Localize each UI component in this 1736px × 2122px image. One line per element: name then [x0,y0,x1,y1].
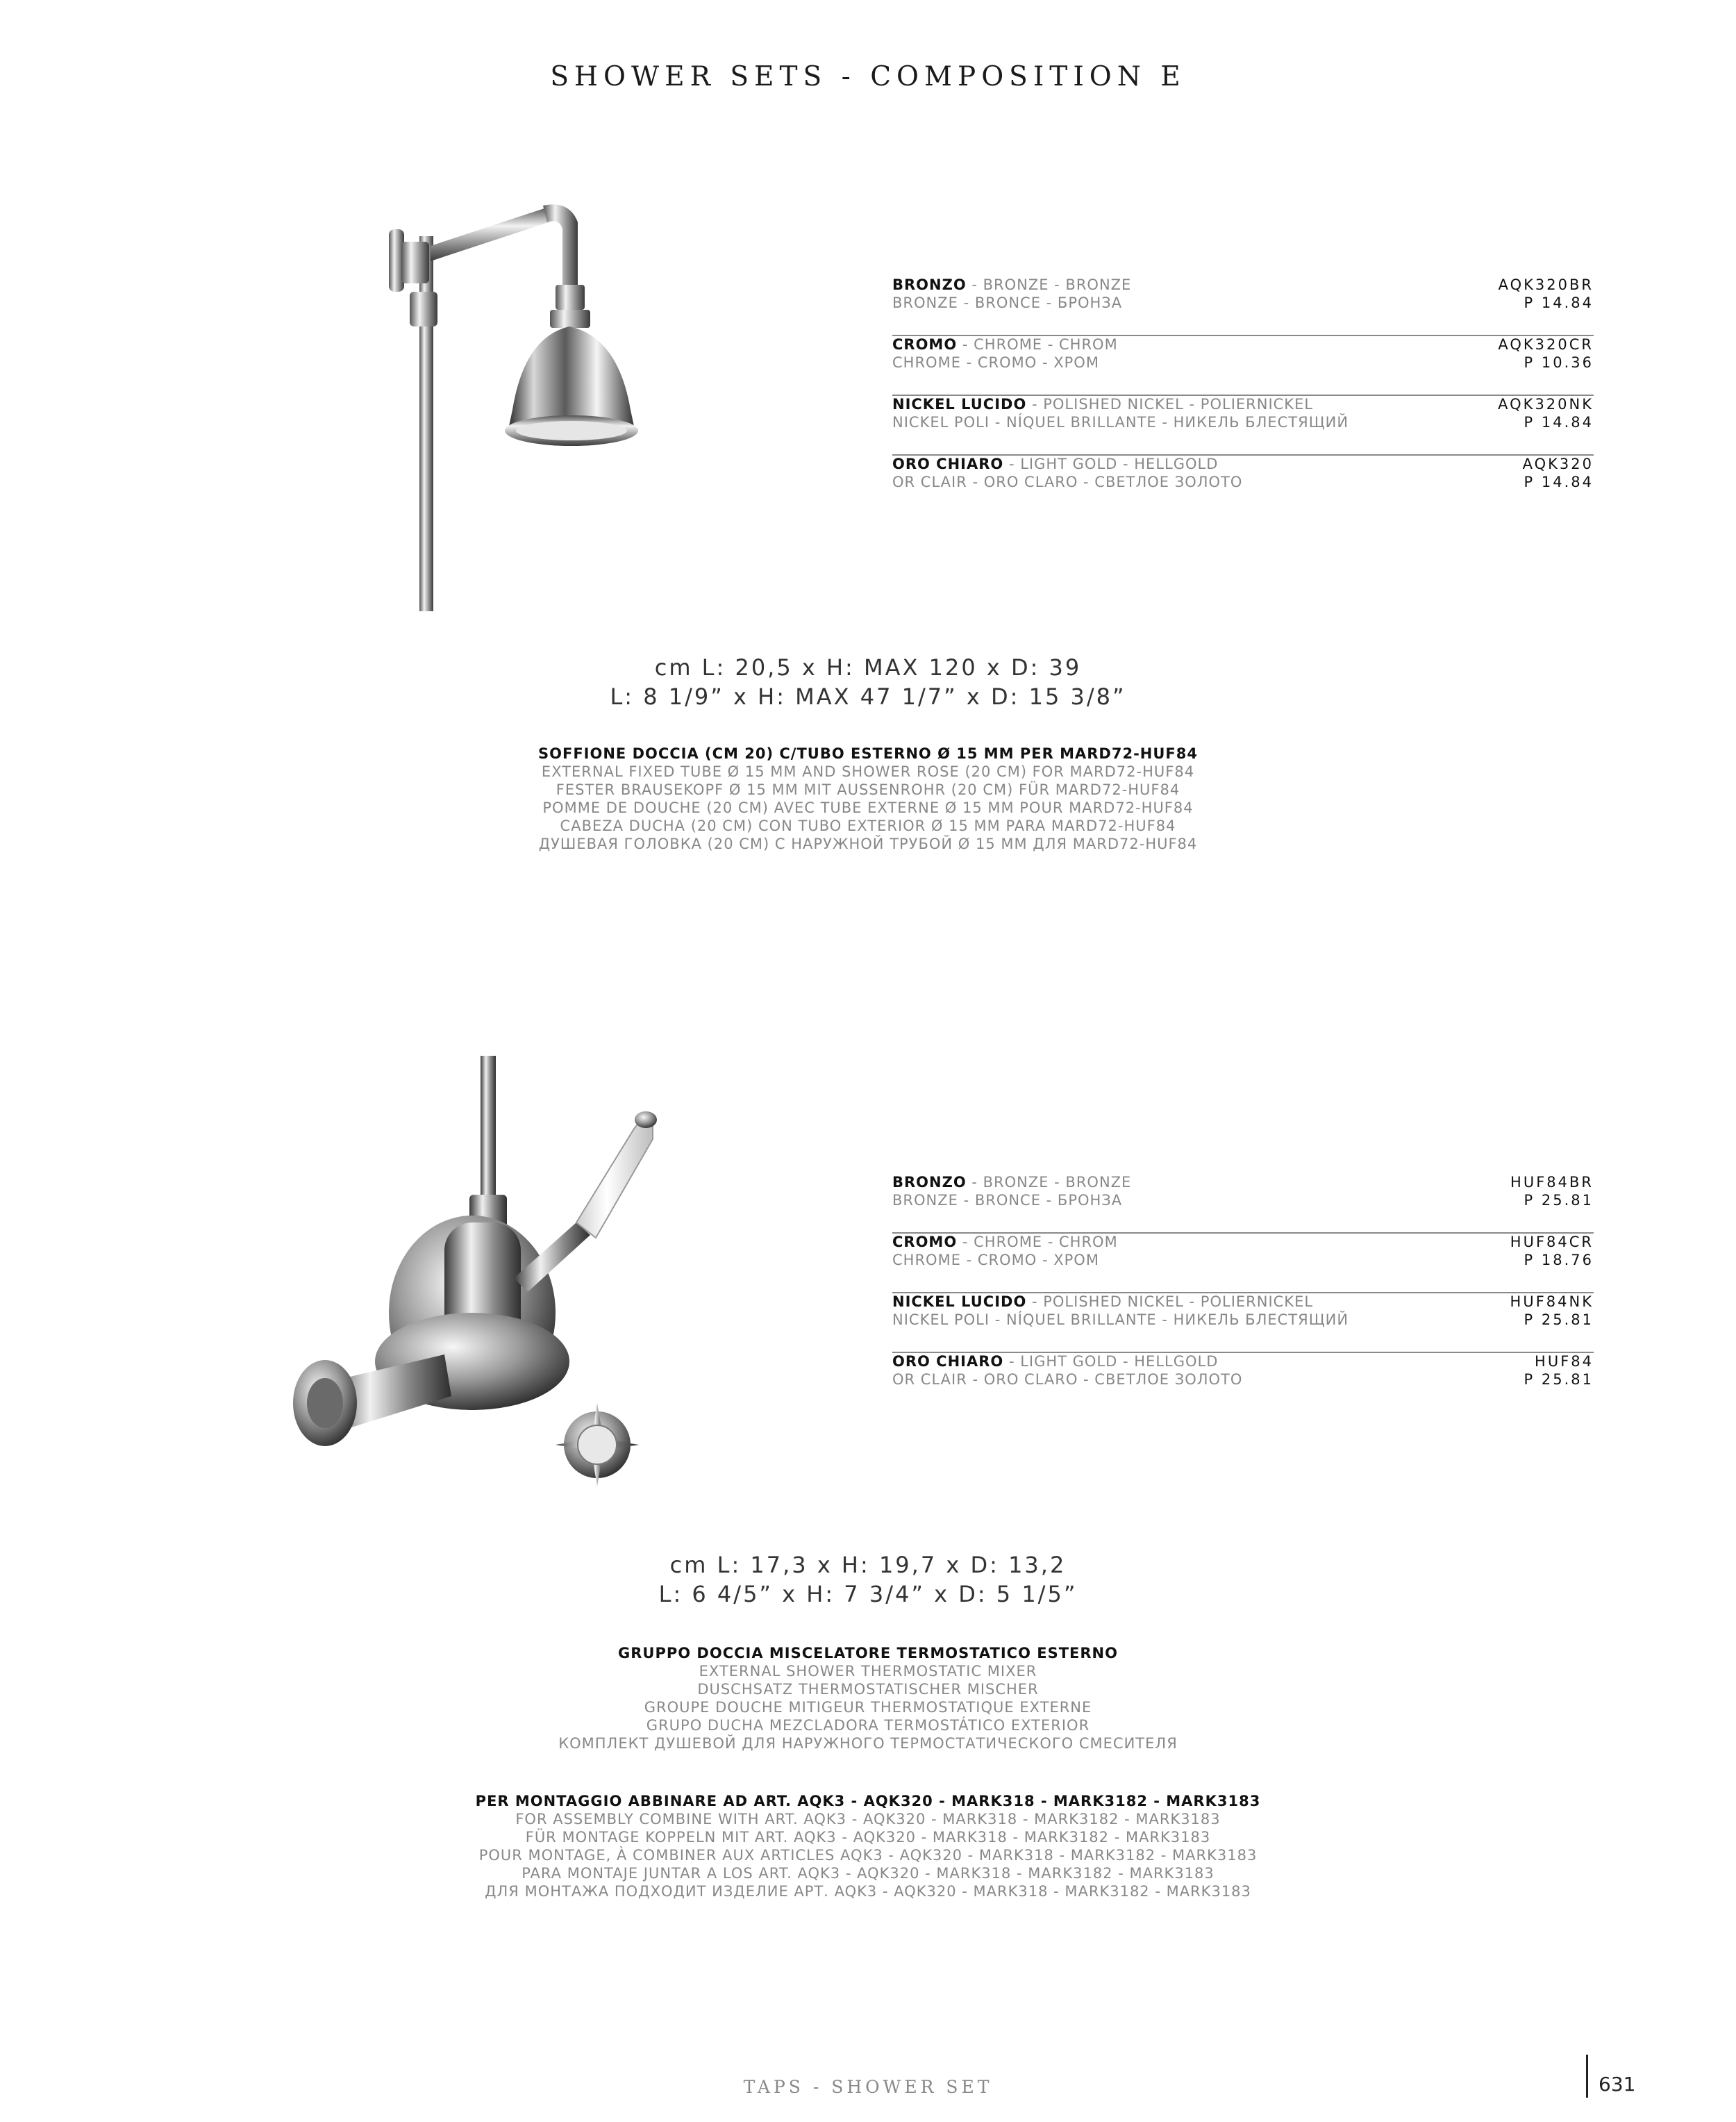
page-number: 631 [1599,2073,1636,2096]
description-line: FESTER BRAUSEKOPF Ø 15 MM MIT AUSSENROHR (20 CM) FÜR MARD72-HUF84 [556,781,1180,798]
finish-name: BRONZO [892,276,967,293]
page-number-divider [1586,2055,1588,2098]
footer-section-label: TAPS - SHOWER SET [743,2077,993,2097]
description-line: EXTERNAL SHOWER THERMOSTATIC MIXER [699,1663,1037,1680]
finish-translations-secondary: BRONZE - BRONCE - БРОНЗА [892,295,1123,311]
assembly-note-line: FOR ASSEMBLY COMBINE WITH ART. AQK3 - AQK320 - MARK318 - MARK3182 - MARK3183 [515,1811,1221,1827]
finish-row [892,1174,1594,1234]
finish-name: NICKEL LUCIDO [892,396,1027,413]
description-line: SOFFIONE DOCCIA (CM 20) C/TUBO ESTERNO Ø 15 MM PER MARD72-HUF84 [538,745,1198,762]
dimensions-cm: cm L: 17,3 x H: 19,7 x D: 13,2 [669,1552,1067,1578]
product-price: P 25.81 [1524,1371,1594,1388]
finish-translations: - BRONZE - BRONZE [966,276,1132,293]
finish-table-huf84 [892,1174,1594,1413]
finish-name: CROMO [892,336,958,353]
product-code: HUF84BR [1510,1174,1594,1191]
product-code: HUF84NK [1510,1293,1594,1310]
thermostatic-mixer-image [285,1056,743,1500]
dimensions-aqk320 [0,653,1736,711]
product-code: AQK320CR [1498,336,1594,353]
finish-name: CROMO [892,1234,958,1250]
product-price: P 25.81 [1524,1192,1594,1209]
description-line: CABEZA DUCHA (20 CM) CON TUBO EXTERIOR Ø 15 MM PARA MARD72-HUF84 [560,818,1176,834]
finish-translations-secondary: CHROME - CROMO - ХРОМ [892,354,1099,371]
description-line: GRUPO DUCHA MEZCLADORA TERMOSTÁTICO EXTERIOR [646,1717,1090,1734]
finish-translations: - BRONZE - BRONZE [966,1174,1132,1191]
finish-translations: - LIGHT GOLD - HELLGOLD [1003,456,1219,472]
finish-row [892,1353,1594,1413]
assembly-note-line: PARA MONTAJE JUNTAR A LOS ART. AQK3 - AQK320 - MARK318 - MARK3182 - MARK3183 [521,1865,1215,1882]
finish-row [892,276,1594,336]
finish-translations: - CHROME - CHROM [957,1234,1118,1250]
shower-head-fixed-tube-image [361,188,694,611]
finish-translations: - LIGHT GOLD - HELLGOLD [1003,1353,1219,1370]
finish-translations-secondary: NICKEL POLI - NÍQUEL BRILLANTE - НИКЕЛЬ БЛЕСТЯЩИЙ [892,414,1349,431]
product-price: P 25.81 [1524,1311,1594,1328]
description-line: POMME DE DOUCHE (20 CM) AVEC TUBE EXTERNE Ø 15 MM POUR MARD72-HUF84 [542,799,1194,816]
description-line: ДУШЕВАЯ ГОЛОВКА (20 CM) С НАРУЖНОЙ ТРУБОЙ Ø 15 MM ДЛЯ MARD72-HUF84 [538,836,1198,852]
dimensions-inches: L: 8 1/9” x H: MAX 47 1/7” x D: 15 3/8” [610,683,1126,710]
assembly-note [0,1792,1736,1900]
dimensions-cm: cm L: 20,5 x H: MAX 120 x D: 39 [654,654,1082,681]
finish-row [892,1234,1594,1293]
finish-name: BRONZO [892,1174,967,1191]
product-code: AQK320NK [1498,396,1594,413]
dimensions-inches: L: 6 4/5” x H: 7 3/4” x D: 5 1/5” [658,1581,1078,1607]
description-aqk320 [0,745,1736,853]
dimensions-huf84 [0,1550,1736,1609]
finish-translations-secondary: CHROME - CROMO - ХРОМ [892,1252,1099,1268]
finish-translations-secondary: NICKEL POLI - NÍQUEL BRILLANTE - НИКЕЛЬ БЛЕСТЯЩИЙ [892,1311,1349,1328]
assembly-note-line: PER MONTAGGIO ABBINARE AD ART. AQK3 - AQK320 - MARK318 - MARK3182 - MARK3183 [475,1793,1261,1809]
description-line: GROUPE DOUCHE MITIGEUR THERMOSTATIQUE EXTERNE [644,1699,1092,1716]
finish-translations-secondary: BRONZE - BRONCE - БРОНЗА [892,1192,1123,1209]
description-line: GRUPPO DOCCIA MISCELATORE TERMOSTATICO ESTERNO [618,1645,1118,1661]
product-code: AQK320BR [1498,276,1594,293]
product-code: HUF84CR [1510,1234,1594,1250]
finish-table-aqk320 [892,276,1594,515]
finish-name: ORO CHIARO [892,1353,1004,1370]
assembly-note-line: FÜR MONTAGE KOPPELN MIT ART. AQK3 - AQK320 - MARK318 - MARK3182 - MARK3183 [525,1829,1211,1846]
finish-row [892,396,1594,456]
product-price: P 14.84 [1524,295,1594,311]
finish-row [892,456,1594,515]
assembly-note-line: POUR MONTAGE, À COMBINER AUX ARTICLES AQK3 - AQK320 - MARK318 - MARK3182 - MARK3183 [478,1847,1258,1864]
finish-translations-secondary: OR CLAIR - ORO CLARO - СВЕТЛОЕ ЗОЛОТО [892,474,1243,490]
finish-name: NICKEL LUCIDO [892,1293,1027,1310]
finish-translations: - CHROME - CHROM [957,336,1118,353]
finish-translations: - POLISHED NICKEL - POLIERNICKEL [1026,1293,1314,1310]
description-line: КОМПЛЕКТ ДУШЕВОЙ ДЛЯ НАРУЖНОГО ТЕРМОСТАТИЧЕСКОГО СМЕСИТЕЛЯ [558,1735,1178,1752]
description-line: DUSCHSATZ THERMOSTATISCHER MISCHER [697,1681,1039,1698]
product-code: HUF84 [1535,1353,1594,1370]
finish-translations-secondary: OR CLAIR - ORO CLARO - СВЕТЛОЕ ЗОЛОТО [892,1371,1243,1388]
description-line: EXTERNAL FIXED TUBE Ø 15 MM AND SHOWER ROSE (20 CM) FOR MARD72-HUF84 [541,763,1195,780]
page-title: SHOWER SETS - COMPOSITION E [550,61,1186,92]
finish-row [892,336,1594,396]
product-price: P 10.36 [1524,354,1594,371]
assembly-note-line: ДЛЯ МОНТАЖА ПОДХОДИТ ИЗДЕЛИЕ АРТ. AQK3 - AQK320 - MARK318 - MARK3182 - MARK3183 [485,1883,1251,1900]
product-price: P 14.84 [1524,414,1594,431]
product-price: P 18.76 [1524,1252,1594,1268]
finish-row [892,1293,1594,1353]
description-huf84 [0,1644,1736,1752]
product-price: P 14.84 [1524,474,1594,490]
finish-name: ORO CHIARO [892,456,1004,472]
finish-translations: - POLISHED NICKEL - POLIERNICKEL [1026,396,1314,413]
product-code: AQK320 [1522,456,1594,472]
